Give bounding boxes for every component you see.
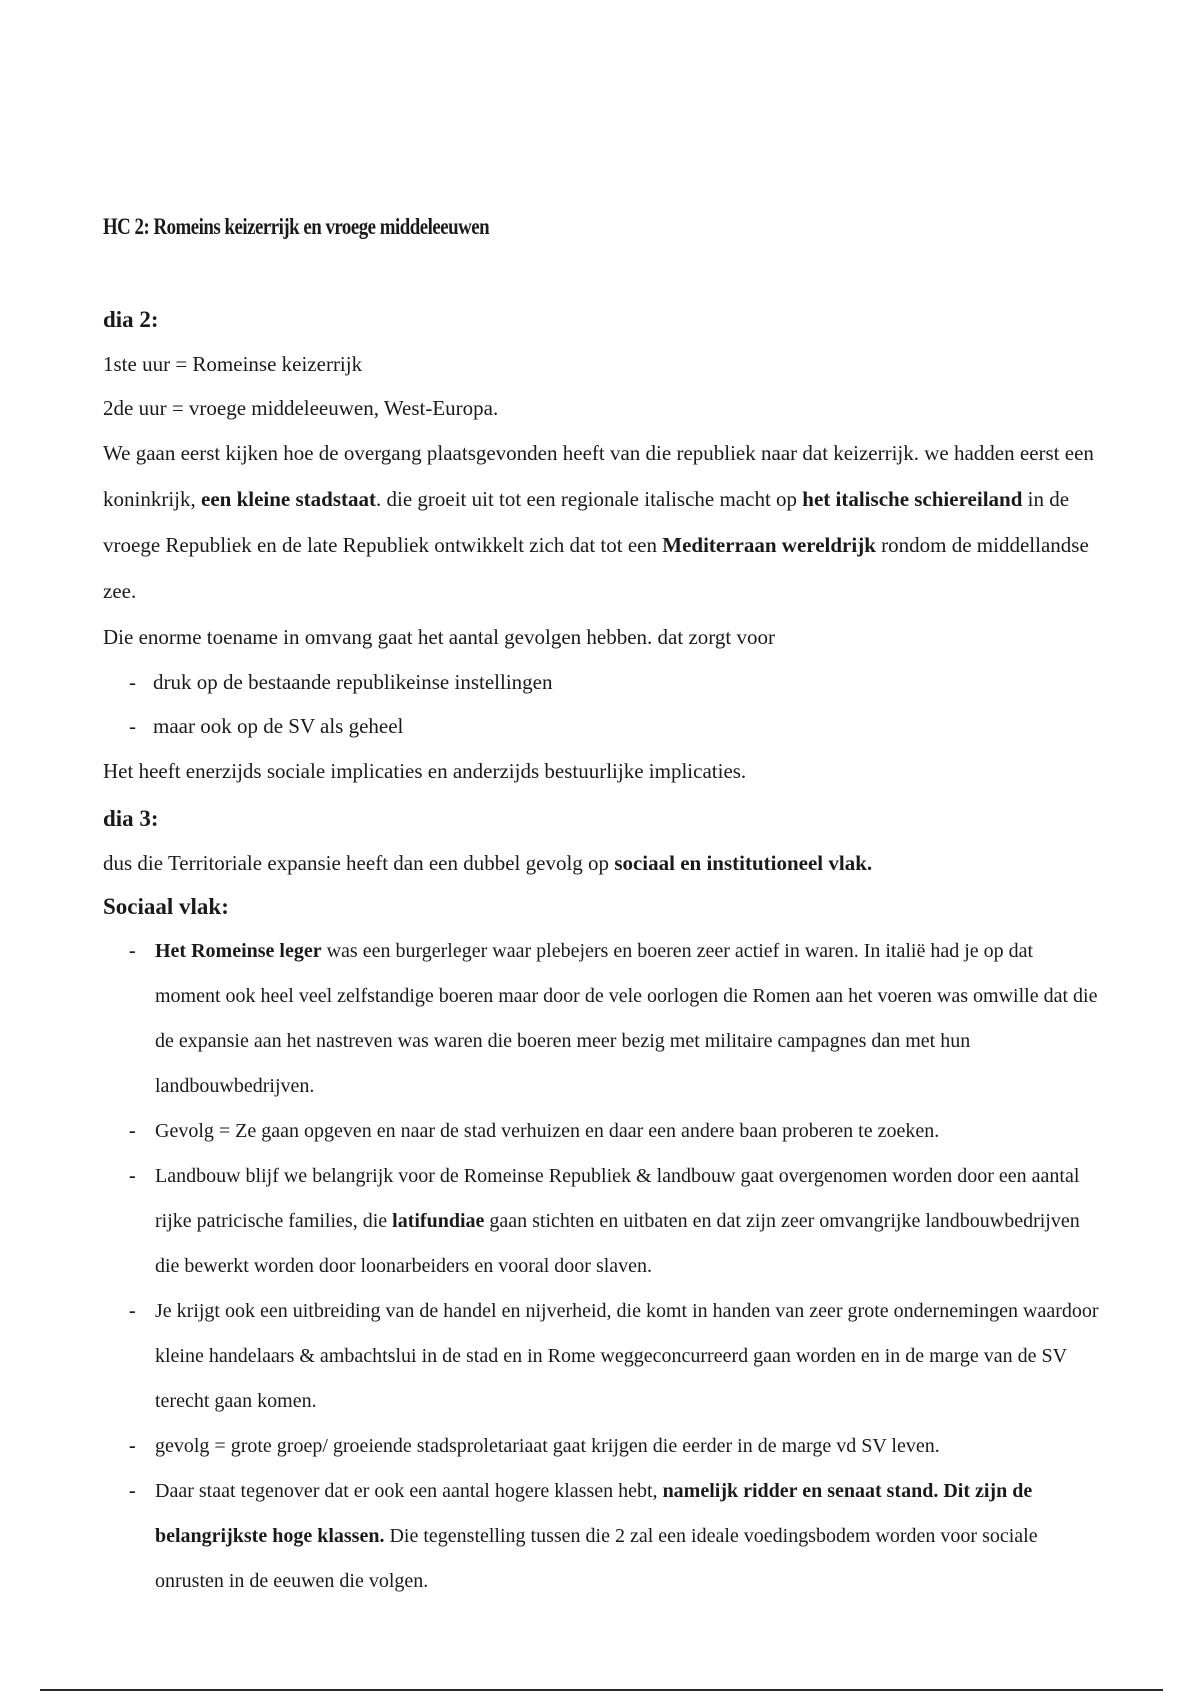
text-run: rondom de middellandse zee. [103,533,1089,603]
section-heading: dia 3: [103,806,159,831]
section-dia-3 [103,797,1103,1604]
bold-run: sociaal en institutioneel vlak. [614,851,873,875]
page-bottom-divider [40,1689,1163,1691]
document-page [103,0,1103,1700]
list-item: - gevolg = grote groep/ groeiende stadsproletariaat gaat krijgen die eerder in de marge vd SV leven. [103,1424,1103,1469]
text-line: Het heeft enerzijds sociale implicaties en anderzijds bestuurlijke implicaties. [103,759,747,783]
list-item: - druk op de bestaande republikeinse instellingen [103,660,1103,704]
text-run: Die tegenstelling tussen die 2 zal een ideale voedingsbodem worden voor sociale onrusten in de eeuwen die volgen. [155,1525,1038,1592]
text-run: Landbouw blijf we belangrijk voor de Romeinse Republiek & landbouw gaat overgenomen worden door een aantal rijke patricische families, die [155,1165,1080,1232]
text-run: gaan stichten en uitbaten en dat zijn zeer omvangrijke landbouwbedrijven die bewerkt worden door loonarbeiders en vooral door slaven. [155,1210,1080,1277]
text-run: was een burgerleger waar plebejers en boeren zeer actief in waren. In italië had je op dat moment ook heel veel zelfstandige boeren maar door de vele oorlogen die Romen aan het voeren was omwille dat die de expansie aan het nastreven was waren die boeren meer bezig met militaire campagnes dan met hun landbouwbedrijven. [155,940,1098,1097]
text-run: We gaan eerst kijken hoe de overgang plaatsgevonden heeft van die republiek naar dat keizerrijk. we hadden eerst een koninkrijk, [103,441,1094,511]
list-item [103,1469,1103,1604]
section-dia-2 [103,298,1103,794]
text-run: . die groeit uit tot een regionale italische macht op [376,487,803,511]
text-line: 1ste uur = Romeinse keizerrijk [103,352,363,376]
text-run: dus die Territoriale expansie heeft dan een dubbel gevolg op [103,851,615,875]
bold-run: Het Romeinse leger [155,940,322,962]
subheading: Sociaal vlak: [103,894,229,919]
bold-run: het italische schiereiland [802,487,1023,511]
document-title: HC 2: Romeins keizerrijk en vroege middeleeuwen [103,214,490,239]
list-item: - Je krijgt ook een uitbreiding van de handel en nijverheid, die komt in handen van zeer grote ondernemingen waardoor kleine handelaars & ambachtslui in de stad en in Rome weggeconcurreerd gaan worden en in de marge van de SV terecht gaan komen. [103,1289,1103,1424]
bold-run: Mediterraan wereldrijk [662,533,876,557]
bullet-list [103,929,1103,1604]
list-item [103,929,1103,1109]
section-heading: dia 2: [103,307,159,332]
short-lines [103,342,1103,430]
list-item: - maar ook op de SV als geheel [103,704,1103,748]
text-line: 2de uur = vroege middeleeuwen, West-Europa. [103,396,499,420]
bullet-list [103,660,1103,748]
text-run: in de vroege Republiek en de late Republiek ontwikkelt zich dat tot een [103,487,1070,557]
text-line [103,841,1103,885]
bold-run: namelijk ridder en senaat stand. Dit zijn de belangrijkste hoge klassen. [155,1480,1033,1547]
list-item [103,1154,1103,1289]
bold-run: een kleine stadstaat [201,487,376,511]
text-run: Daar staat tegenover dat er ook een aantal hogere klassen hebt, [155,1480,663,1502]
text-line: Die enorme toename in omvang gaat het aantal gevolgen hebben. dat zorgt voor [103,625,775,649]
list-item: - Gevolg = Ze gaan opgeven en naar de stad verhuizen en daar een andere baan proberen te zoeken. [103,1109,1103,1154]
paragraph [103,430,1103,614]
bold-run: latifundiae [392,1210,485,1232]
